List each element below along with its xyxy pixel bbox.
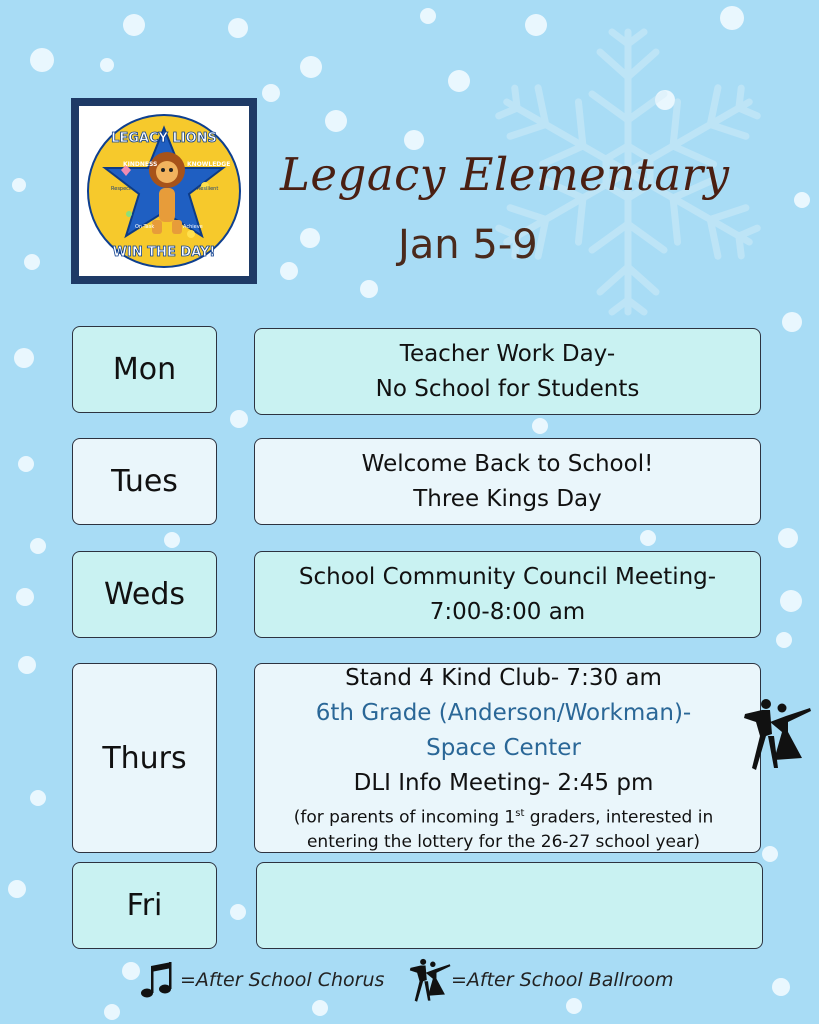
logo-word-achieve: Achieve bbox=[183, 224, 203, 230]
ballroom-dancers-icon bbox=[736, 696, 812, 772]
legend-ballroom bbox=[405, 958, 674, 1002]
logo-word-respect: Respect bbox=[111, 186, 131, 192]
event-line-highlight: Space Center bbox=[426, 734, 581, 761]
event-box-thurs bbox=[254, 663, 761, 853]
day-label-weds: Weds bbox=[72, 551, 217, 638]
logo-word-resilient: Resilient bbox=[197, 186, 219, 192]
logo-word-knowledge: KNOWLEDGE bbox=[187, 161, 231, 168]
event-box-weds bbox=[254, 551, 761, 638]
event-box-fri bbox=[256, 862, 763, 949]
logo-top-text: LEGACY LIONS bbox=[111, 131, 217, 146]
page-title: Legacy Elementary bbox=[280, 148, 730, 201]
event-box-tues bbox=[254, 438, 761, 525]
ballroom-dancers-icon bbox=[405, 957, 451, 1003]
event-line: School Community Council Meeting- bbox=[298, 563, 717, 590]
event-line: Stand 4 Kind Club- 7:30 am bbox=[345, 664, 662, 691]
event-line: DLI Info Meeting- 2:45 pm bbox=[353, 769, 654, 796]
date-range: Jan 5-9 bbox=[398, 222, 538, 268]
event-line: 7:00-8:00 am bbox=[429, 598, 586, 625]
legend-chorus bbox=[140, 958, 384, 1002]
event-line: Three Kings Day bbox=[413, 485, 602, 512]
day-label-fri: Fri bbox=[72, 862, 217, 949]
event-note: (for parents of incoming 1st graders, interested in bbox=[293, 807, 714, 828]
event-line-highlight: 6th Grade (Anderson/Workman)- bbox=[315, 699, 692, 726]
logo-word-kindness: KINDNESS bbox=[123, 161, 158, 168]
legend-ballroom-label: =After School Ballroom bbox=[451, 969, 674, 991]
school-logo bbox=[71, 98, 257, 284]
event-line: Welcome Back to School! bbox=[361, 450, 654, 477]
day-label-thurs: Thurs bbox=[72, 663, 217, 853]
event-box-mon bbox=[254, 328, 761, 415]
legend-chorus-label: =After School Chorus bbox=[180, 969, 385, 991]
event-note: entering the lottery for the 26-27 school year) bbox=[306, 832, 701, 853]
music-notes-icon bbox=[140, 960, 174, 1000]
event-line: Teacher Work Day- bbox=[399, 340, 616, 367]
logo-bottom-text: WIN THE DAY! bbox=[112, 245, 216, 260]
day-label-tues: Tues bbox=[72, 438, 217, 525]
event-line: No School for Students bbox=[375, 375, 640, 402]
logo-word-on-task: On-Task bbox=[135, 224, 155, 230]
day-label-mon: Mon bbox=[72, 326, 217, 413]
